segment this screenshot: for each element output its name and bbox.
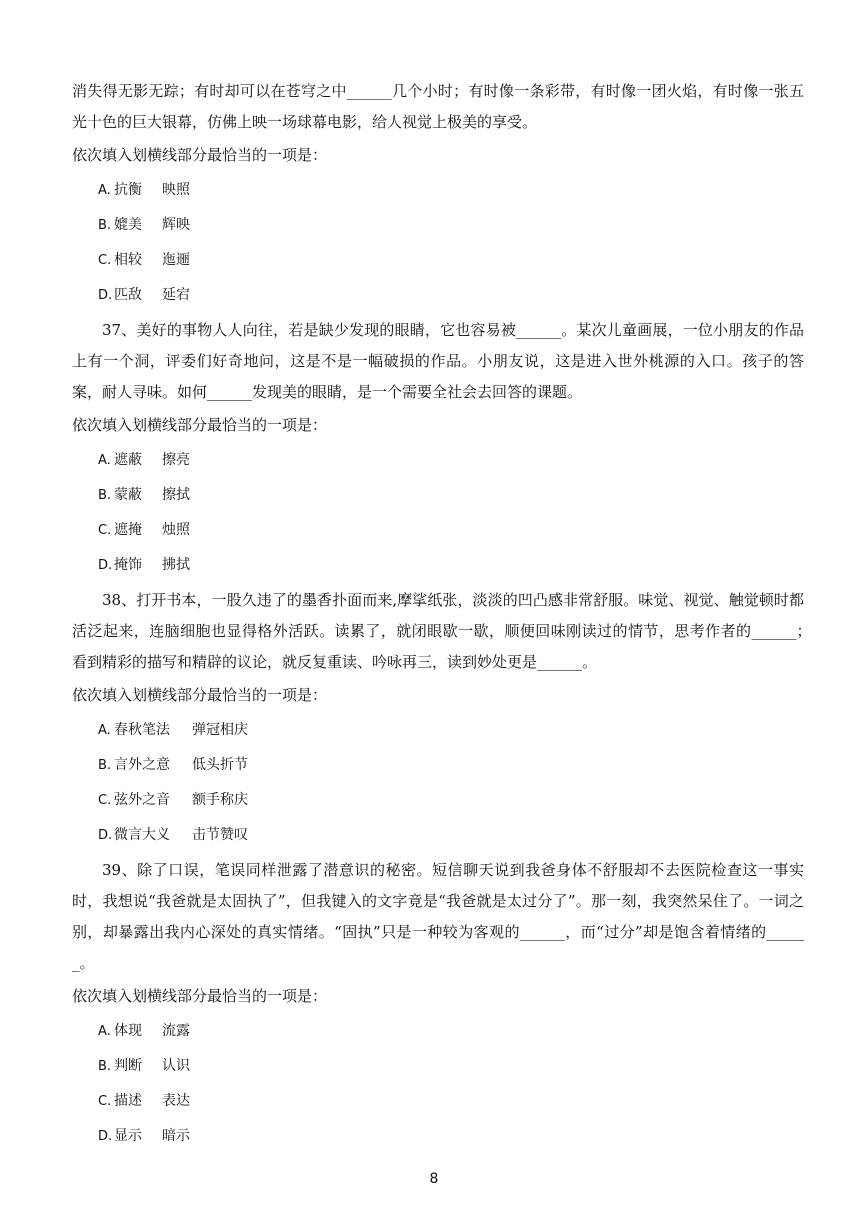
question-prompt: 依次填入划横线部分最恰当的一项是： <box>72 686 328 704</box>
option-letter: B. <box>98 1059 112 1074</box>
option-c <box>72 513 804 548</box>
option-word-2: 弹冠相庆 <box>192 722 248 738</box>
option-d <box>72 548 804 583</box>
option-word-2: 映照 <box>162 182 190 198</box>
option-word-2: 延宕 <box>162 287 190 303</box>
option-word-1: 遮掩 <box>114 522 142 538</box>
question-text: 37、美好的事物人人向往，若是缺少发现的眼睛，它也容易被______。某次儿童画展，一位小朋友的作品上有一个洞，评委们好奇地问，这是不是一幅破损的作品。小朋友说，这是进入世外桃源的入口。孩子的答案，耐人寻味。如何______发现美的眼睛，是一个需要全社会去回答的课题。 <box>72 321 804 401</box>
question-text: 39、除了口误，笔误同样泄露了潜意识的秘密。短信聊天说到我爸身体不舒服却不去医院检查这一事实时，我想说“我爸就是太固执了”，但我键入的文字竟是“我爸就是太过分了”。那一刻，我突然呆住了。一词之别，却暴露出我内心深处的真实情绪。“固执”只是一种较为客观的______，而“过分”却是饱含着情绪的______。 <box>72 861 804 972</box>
option-letter: A. <box>98 1024 111 1039</box>
option-letter: C. <box>98 253 112 268</box>
option-word-1: 掩饰 <box>114 557 142 573</box>
option-letter: A. <box>98 723 111 738</box>
option-letter: B. <box>98 218 112 233</box>
option-word-2: 流露 <box>162 1023 190 1039</box>
option-word-1: 体现 <box>114 1023 142 1039</box>
option-word-2: 拂拭 <box>162 557 190 573</box>
question-38 <box>72 585 820 853</box>
question-36-continuation <box>72 76 804 313</box>
option-word-1: 匹敌 <box>114 287 142 303</box>
option-letter: A. <box>98 183 111 198</box>
option-word-1: 描述 <box>114 1093 142 1109</box>
option-word-2: 额手称庆 <box>192 792 248 808</box>
option-word-1: 相较 <box>114 252 142 268</box>
option-a <box>72 173 804 208</box>
option-word-1: 抗衡 <box>114 182 142 198</box>
option-letter: D. <box>98 288 113 303</box>
option-word-2: 烛照 <box>162 522 190 538</box>
option-c <box>72 783 804 818</box>
option-b <box>72 208 804 243</box>
question-prompt: 依次填入划横线部分最恰当的一项是： <box>72 146 328 164</box>
option-d <box>72 1119 804 1154</box>
option-word-1: 春秋笔法 <box>114 722 170 738</box>
option-word-2: 擦亮 <box>162 452 190 468</box>
option-b <box>72 1049 804 1084</box>
option-letter: B. <box>98 488 112 503</box>
option-word-2: 击节赞叹 <box>192 827 248 843</box>
option-word-1: 判断 <box>114 1058 142 1074</box>
question-text: 38、打开书本，一股久违了的墨香扑面而来,摩挲纸张，淡淡的凹凸感非常舒服。味觉、视觉、触觉顿时都活泛起来，连脑细胞也显得格外活跃。读累了，就闭眼歇一歇，顺便回味刚读过的情节，思考作者的______； 看到精彩的描写和精辟的议论，就反复重读、吟咏再三，读到妙处更是______。 <box>72 591 820 671</box>
option-d <box>72 818 804 853</box>
question-text: 消失得无影无踪；有时却可以在苍穹之中______几个小时；有时像一条彩带，有时像一团火焰，有时像一张五光十色的巨大银幕，仿佛上映一场球幕电影，给人视觉上极美的享受。 <box>72 82 804 131</box>
option-c <box>72 1084 804 1119</box>
option-word-2: 认识 <box>162 1058 190 1074</box>
options-list <box>72 713 804 853</box>
option-letter: D. <box>98 1129 113 1144</box>
option-c <box>72 243 804 278</box>
option-a <box>72 1014 804 1049</box>
options-list <box>72 173 804 313</box>
page-number: 8 <box>429 1171 439 1187</box>
options-list <box>72 443 804 583</box>
option-b <box>72 478 804 513</box>
question-39 <box>72 855 804 1154</box>
option-d <box>72 278 804 313</box>
option-word-2: 擦拭 <box>162 487 190 503</box>
option-word-2: 低头折节 <box>192 757 248 773</box>
option-b <box>72 748 804 783</box>
option-word-2: 辉映 <box>162 217 190 233</box>
option-letter: C. <box>98 523 112 538</box>
option-letter: D. <box>98 828 113 843</box>
option-letter: A. <box>98 453 111 468</box>
option-word-2: 表达 <box>162 1093 190 1109</box>
question-37 <box>72 315 804 583</box>
option-word-1: 言外之意 <box>114 757 170 773</box>
option-word-1: 显示 <box>114 1128 142 1144</box>
option-letter: D. <box>98 558 113 573</box>
option-a <box>72 443 804 478</box>
option-word-1: 微言大义 <box>114 827 170 843</box>
question-prompt: 依次填入划横线部分最恰当的一项是： <box>72 987 328 1005</box>
option-a <box>72 713 804 748</box>
option-letter: B. <box>98 758 112 773</box>
option-word-1: 蒙蔽 <box>114 487 142 503</box>
option-letter: C. <box>98 793 112 808</box>
page-content <box>72 76 820 1154</box>
option-word-1: 弦外之音 <box>114 792 170 808</box>
option-letter: C. <box>98 1094 112 1109</box>
question-prompt: 依次填入划横线部分最恰当的一项是： <box>72 416 328 434</box>
option-word-1: 媲美 <box>114 217 142 233</box>
option-word-1: 遮蔽 <box>114 452 142 468</box>
option-word-2: 迤逦 <box>162 252 190 268</box>
options-list <box>72 1014 804 1154</box>
option-word-2: 暗示 <box>162 1128 190 1144</box>
